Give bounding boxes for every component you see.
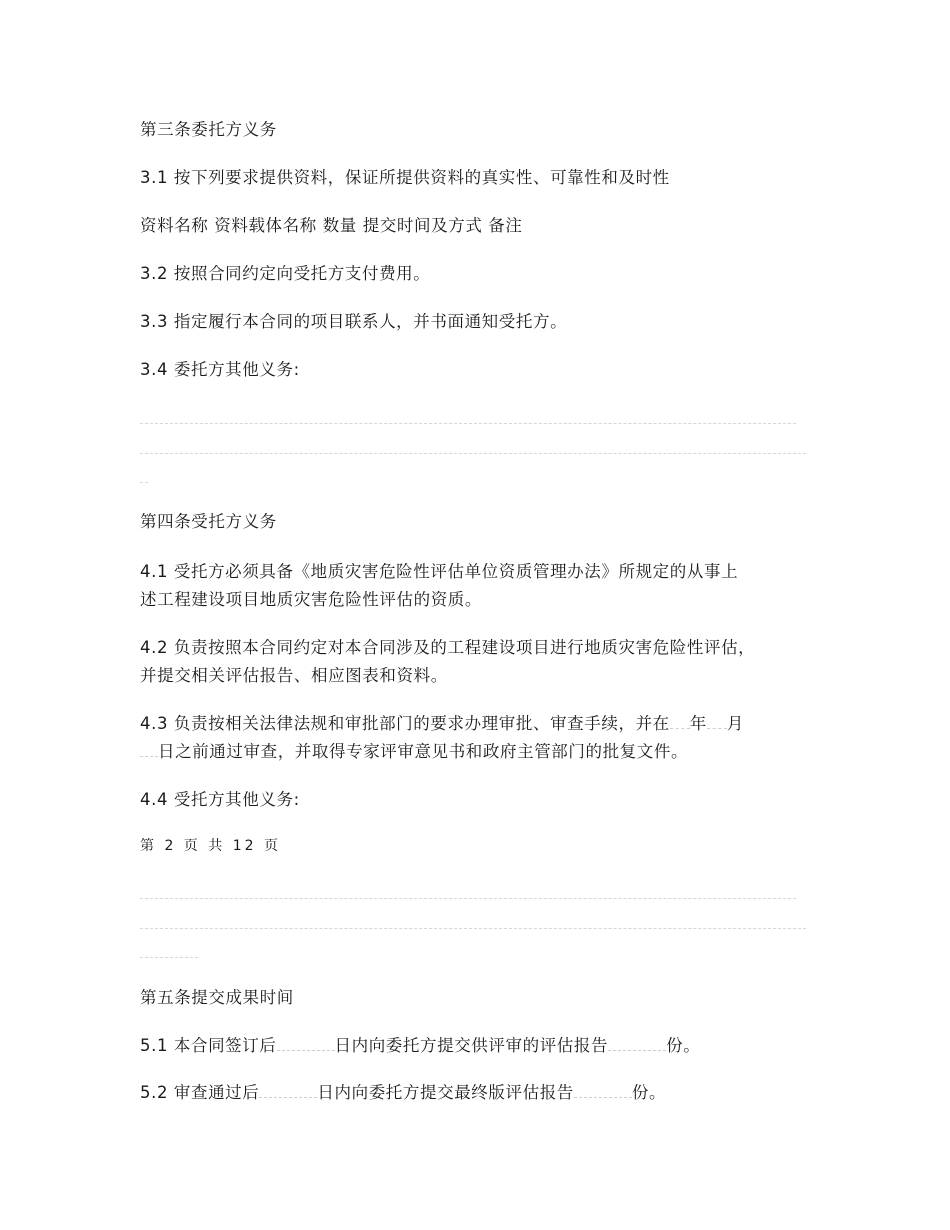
clause-4-1-line-2: 述工程建设项目地质灾害危险性评估的资质。 [140, 590, 482, 609]
day-blank [140, 742, 158, 757]
clause-4-4: 4.4 受托方其他义务: [140, 790, 300, 809]
clause-4-3-text-2: 日之前通过审查，并取得专家评审意见书和政府主管部门的批复文件。 [158, 742, 689, 761]
clause-5-1-text-b: 日内向委托方提交供评审的评估报告 [334, 1036, 609, 1055]
copies-blank [574, 1083, 632, 1098]
article-5-title: 第五条提交成果时间 [140, 988, 294, 1007]
clause-3-2: 3.2 按照合同约定向受托方支付费用。 [140, 264, 431, 283]
days-blank [259, 1083, 317, 1098]
blank-line [140, 423, 796, 424]
blank-line [140, 957, 198, 958]
clause-4-2-line-2: 并提交相关评估报告、相应图表和资料。 [140, 666, 448, 685]
clause-4-3-text: 4.3 负责按相关法律法规和审批部门的要求办理审批、审查手续，并在 [140, 714, 670, 733]
clause-4-3-line-1 [140, 714, 744, 734]
month-label: 月 [726, 714, 745, 733]
blank-line [140, 898, 796, 899]
materials-table-header: 资料名称 资料载体名称 数量 提交时间及方式 备注 [140, 216, 523, 235]
clause-5-1-text-a: 5.1 本合同签订后 [140, 1036, 277, 1055]
clause-3-4: 3.4 委托方其他义务: [140, 360, 300, 379]
clause-3-1: 3.1 按下列要求提供资料，保证所提供资料的真实性、可靠性和及时性 [140, 168, 670, 187]
clause-4-2-line-1: 4.2 负责按照本合同约定对本合同涉及的工程建设项目进行地质灾害危险性评估， [140, 638, 756, 657]
blank-line [140, 482, 148, 483]
clause-4-3-line-2 [140, 742, 688, 762]
clause-5-2-text-a: 5.2 审查通过后 [140, 1083, 260, 1102]
year-blank [670, 714, 690, 729]
blank-line [140, 453, 806, 454]
days-blank [277, 1036, 335, 1051]
clause-3-3: 3.3 指定履行本合同的项目联系人，并书面通知受托方。 [140, 312, 568, 331]
clause-5-2 [140, 1083, 666, 1103]
clause-4-1-line-1: 4.1 受托方必须具备《地质灾害危险性评估单位资质管理办法》所规定的从事上 [140, 562, 739, 581]
blank-line [140, 928, 806, 929]
copies-blank [608, 1036, 666, 1051]
clause-5-2-text-c: 份。 [631, 1083, 667, 1102]
article-4-title: 第四条受托方义务 [140, 512, 277, 531]
article-3-title: 第三条委托方义务 [140, 120, 277, 139]
month-blank [707, 714, 727, 729]
year-label: 年 [689, 714, 707, 733]
page-footer: 第 2 页 共 12 页 [140, 838, 281, 854]
clause-5-1 [140, 1036, 700, 1056]
clause-5-1-text-c: 份。 [666, 1036, 701, 1055]
clause-5-2-text-b: 日内向委托方提交最终版评估报告 [317, 1083, 574, 1102]
